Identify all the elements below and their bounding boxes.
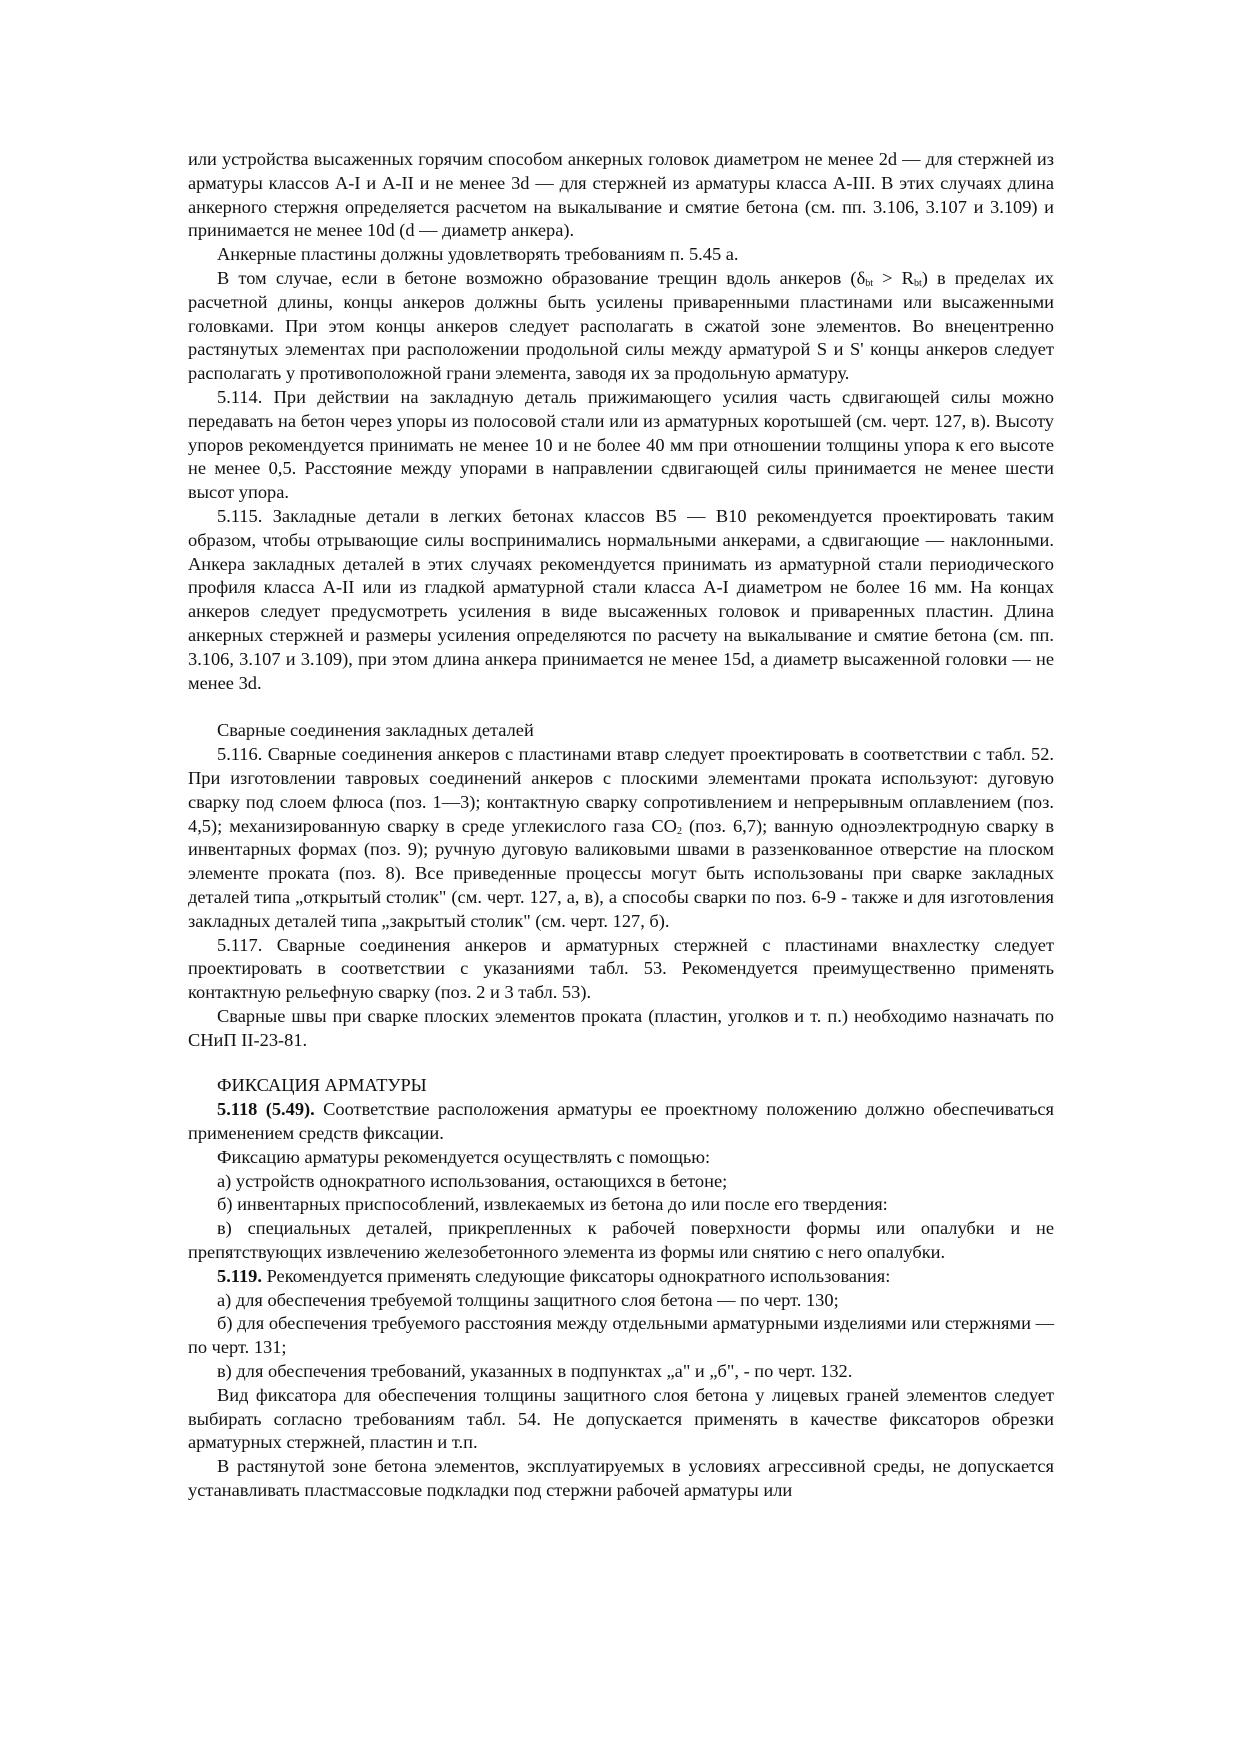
clause-number: 5.119. bbox=[217, 1265, 262, 1286]
paragraph-aggressive-environment: В растянутой зоне бетона элементов, эксплуатируемых в условиях агрессивной среды, не допускается устанавливать пластмассовые подкладки под стержни рабочей арматуры или bbox=[188, 1456, 1054, 1501]
paragraph-anchor-plates: Анкерные пластины должны удовлетворять требованиям п. 5.45 а. bbox=[217, 244, 739, 265]
text-segment: Соответствие расположения арматуры ее проектному положению должно обеспечиваться применением средств фиксации. bbox=[188, 1099, 1054, 1144]
paragraph-anchor-heads: или устройства высаженных горячим способом анкерных головок диаметром не менее 2d — для стержней из арматуры классов А-I и А-II и не менее 3d — для стержней из арматуры класса А-III. В этих случаях длина анкерного стержня определяется расчетом на выкалывание и смятие бетона (см. пп. 3.106, 3.107 и 3.109) и принимается не менее 10d (d — диаметр анкера). bbox=[188, 149, 1054, 241]
text-segment: > R bbox=[873, 267, 914, 288]
clause-number: 5.118 (5.49). bbox=[217, 1099, 315, 1120]
text-segment: (поз. 6,7); ванную одноэлектродную сварку в инвентарных формах (поз. 9); ручную дуговую валиковыми швами в раззенкованное отверстие на плоском элементе проката (поз. 8). Все приведенные процессы могут быть использованы при сварке закладных деталей типа „открытый столик" (см. черт. 127, а, в), а способы сварки по поз. 6-9 - также и для изготовления закладных деталей типа „закрытый столик" (см. черт. 127, б). bbox=[188, 815, 1054, 931]
paragraph-weld-seams: Сварные швы при сварке плоских элементов проката (пластин, уголков и т. п.) необходимо назначать по СНиП II-23-81. bbox=[188, 1005, 1054, 1050]
paragraph-5-116 bbox=[188, 743, 1054, 933]
paragraph-5-115: 5.115. Закладные детали в легких бетонах классов В5 — В10 рекомендуется проектировать таким образом, чтобы отрывающие силы воспринимались нормальными анкерами, а сдвигающие — наклонными. Анкера закладных деталей в этих случаях рекомендуется принимать из арматурной стали периодического профиля класса А-II или из гладкой арматурной стали класса А-I диаметром не более 16 мм. На концах анкеров следует предусмотреть усиления в виде высаженных головок и приваренных пластин. Длина анкерных стержней и размеры усиления определяются по расчету на выкалывание и смятие бетона (см. пп. 3.106, 3.107 и 3.109), при этом длина анкера принимается не менее 15d, а диаметр высаженной головки — не менее 3d. bbox=[188, 505, 1054, 693]
text-segment: Рекомендуется применять следующие фиксаторы однократного использования: bbox=[261, 1265, 891, 1286]
paragraph-5-114: 5.114. При действии на закладную деталь прижимающего усилия часть сдвигающей силы можно передавать на бетон через упоры из полосовой стали или из арматурных коротышей (см. черт. 127, в). Высоту упоров рекомендуется принимать не менее 10 и не более 40 мм при отношении толщины упора к его высоте не менее 0,5. Расстояние между упорами в направлении сдвигающей силы принимается не менее шести высот упора. bbox=[188, 386, 1054, 503]
list-item-b: б) инвентарных приспособлений, извлекаемых из бетона до или после его твердения: bbox=[217, 1194, 888, 1215]
list-item-a: а) устройств однократного использования, остающихся в бетоне; bbox=[217, 1170, 728, 1191]
paragraph-5-119 bbox=[188, 1265, 1054, 1289]
paragraph-fixing-methods: Фиксацию арматуры рекомендуется осуществлять с помощью: bbox=[217, 1146, 711, 1167]
list-item-c: в) для обеспечения требований, указанных в подпунктах „а" и „б", - по черт. 132. bbox=[217, 1361, 853, 1382]
paragraph-5-117: 5.117. Сварные соединения анкеров и арматурных стержней с пластинами внахлестку следует проектировать в соответствии с указаниями табл. 53. Рекомендуется преимущественно применять контактную рельефную сварку (поз. 2 и 3 табл. 53). bbox=[188, 934, 1054, 1003]
paragraph-cracks-along-anchors bbox=[188, 267, 1054, 386]
paragraph-fixator-type: Вид фиксатора для обеспечения толщины защитного слоя бетона у лицевых граней элементов следует выбирать согласно требованиям табл. 54. Не допускается применять в качестве фиксаторов обрезки арматурных стержней, пластин и т.п. bbox=[188, 1384, 1054, 1453]
text-segment: 5.116. Сварные соединения анкеров с пластинами втавр следует проектировать в соответствии с табл. 52. При изготовлении тавровых соединений анкеров с плоскими элементами проката используют: дуговую сварку под слоем флюса (поз. 1—3); контактную сварку сопротивлением и непрерывным оплавлением (поз. 4,5); механизированную сварку в среде углекислого газа СО bbox=[188, 744, 1054, 836]
symbol-delta: δ bbox=[856, 267, 866, 288]
paragraph-5-118 bbox=[188, 1098, 1054, 1146]
text-segment: В том случае, если в бетоне возможно образование трещин вдоль анкеров ( bbox=[217, 267, 857, 288]
text-segment: ) в пределах их расчетной длины, концы анкеров должны быть усилены приваренными пластинами или высаженными головками. При этом концы анкеров следует располагать в сжатой зоне элементов. Во внецентренно растянутых элементах при расположении продольной силы между арматурой S и S' концы анкеров следует располагать у противоположной грани элемента, заводя их за продольную арматуру. bbox=[188, 267, 1054, 384]
section-heading-reinforcement-fixing: ФИКСАЦИЯ АРМАТУРЫ bbox=[217, 1075, 427, 1096]
list-item-c: в) специальных деталей, прикрепленных к рабочей поверхности формы или опалубки и не препятствующих извлечению железобетонного элемента из формы или снятию с него опалубки. bbox=[188, 1218, 1054, 1263]
list-item-b: б) для обеспечения требуемого расстояния между отдельными арматурными изделиями или стержнями — по черт. 131; bbox=[188, 1313, 1054, 1358]
subscript: bt bbox=[913, 277, 922, 289]
subscript: bt bbox=[865, 277, 874, 289]
section-heading-welded-joints: Сварные соединения закладных деталей bbox=[217, 720, 534, 741]
list-item-a: а) для обеспечения требуемой толщины защитного слоя бетона — по черт. 130; bbox=[217, 1289, 839, 1310]
document-page bbox=[188, 148, 1054, 1503]
subscript: 2 bbox=[676, 825, 682, 837]
